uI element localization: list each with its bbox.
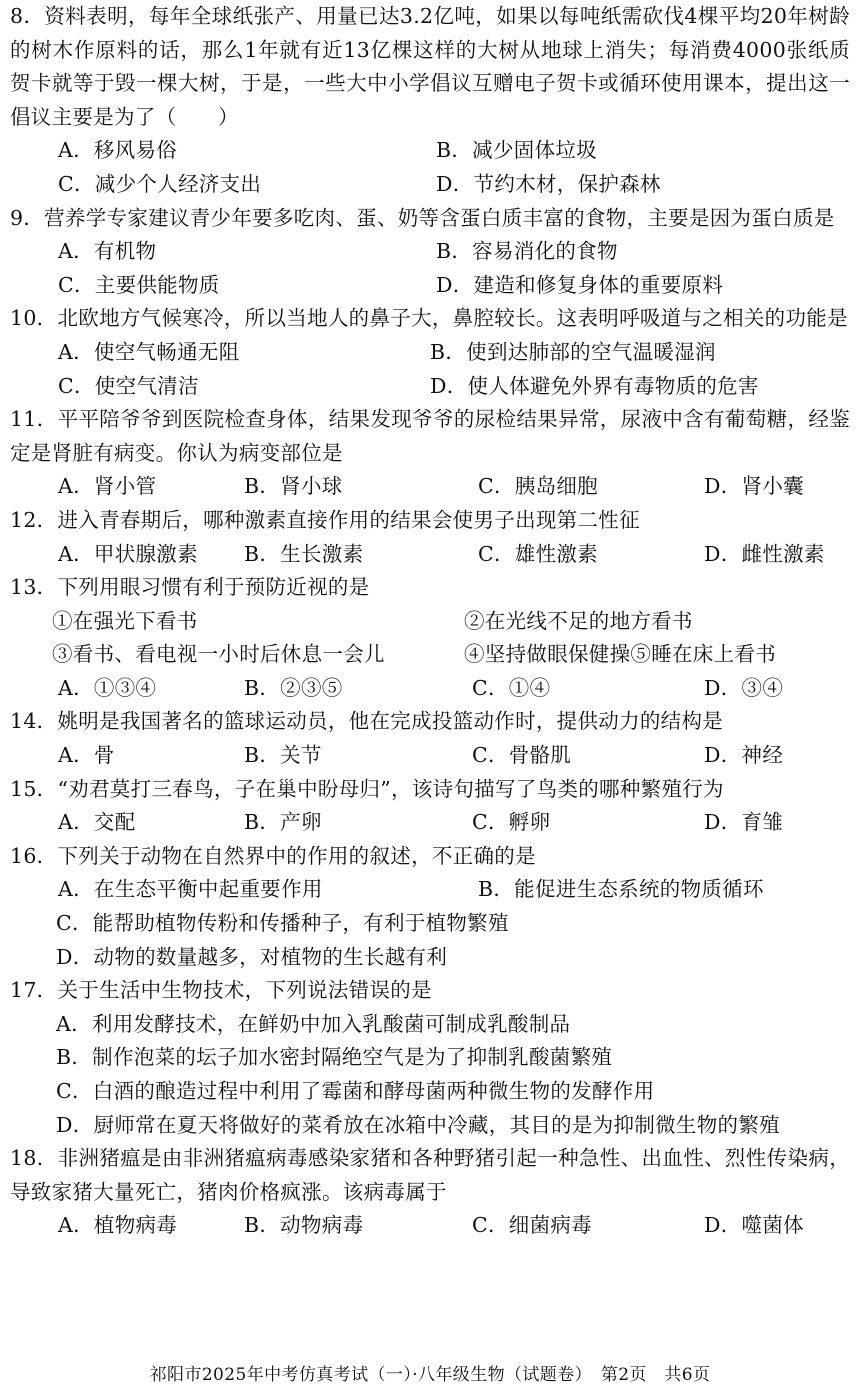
page-footer: 祁阳市2025年中考仿真考试（一）·八年级生物（试题卷） 第2页 共6页 xyxy=(149,1365,711,1385)
option-c[interactable]: C．减少个人经济支出 xyxy=(58,171,262,196)
option-c[interactable]: C．孵卵 xyxy=(472,810,551,835)
question-14 xyxy=(0,705,860,772)
option-a[interactable]: A．植物病毒 xyxy=(58,1213,178,1238)
option-b[interactable]: B．肾小球 xyxy=(244,474,343,499)
option-a[interactable]: A．有机物 xyxy=(58,239,157,264)
question-stem: 12．进入青春期后，哪种激素直接作用的结果会使男子出现第二性征 xyxy=(10,507,640,532)
option-d[interactable]: D．动物的数量越多，对植物的生长越有利 xyxy=(56,944,448,969)
option-b[interactable]: B．容易消化的食物 xyxy=(436,239,618,264)
statement-row xyxy=(0,605,860,639)
option-c[interactable]: C．胰岛细胞 xyxy=(478,474,598,499)
option-row xyxy=(0,873,860,907)
option-row xyxy=(0,235,860,269)
option-c[interactable]: C．雄性激素 xyxy=(478,541,598,566)
question-stem: 8．资料表明，每年全球纸张产、用量已达3.2亿吨，如果以每吨纸需砍伐4棵平均20年树龄的树木作原料的话，那么1年就有近13亿棵这样的大树从地球上消失；每消费4000张纸质贺卡就等于毁一棵大树，于是，一些大中小学倡议互赠电子贺卡或循环使用课本，提出这一倡议主要是为了（ ） xyxy=(10,4,850,129)
statement-item: ②在光线不足的地方看书 xyxy=(464,608,693,633)
option-d[interactable]: D．肾小囊 xyxy=(704,474,804,499)
option-row xyxy=(0,1209,860,1243)
option-a[interactable]: A．在生态平衡中起重要作用 xyxy=(58,877,323,902)
option-b[interactable]: B．制作泡菜的坛子加水密封隔绝空气是为了抑制乳酸菌繁殖 xyxy=(56,1045,613,1070)
option-row xyxy=(0,470,860,504)
option-d[interactable]: D．神经 xyxy=(704,743,784,768)
option-d[interactable]: D．使人体避免外界有毒物质的危害 xyxy=(430,373,759,398)
option-c[interactable]: C．①④ xyxy=(472,675,551,700)
question-10 xyxy=(0,302,860,403)
statement-item: ③看书、看电视一小时后休息一会儿 xyxy=(52,642,385,667)
statement-item: ④坚持做眼保健操⑤睡在床上看书 xyxy=(464,642,776,667)
option-b[interactable]: B．能促进生态系统的物质循环 xyxy=(478,877,764,902)
option-row xyxy=(0,672,860,706)
question-stem: 9．营养学专家建议青少年要多吃肉、蛋、奶等含蛋白质丰富的食物，主要是因为蛋白质是 xyxy=(10,205,835,230)
question-stem: 10．北欧地方气候寒冷，所以当地人的鼻子大，鼻腔较长。这表明呼吸道与之相关的功能是 xyxy=(10,306,848,331)
question-18 xyxy=(0,1142,860,1243)
option-c[interactable]: C．能帮助植物传粉和传播种子，有利于植物繁殖 xyxy=(56,911,509,936)
option-row xyxy=(0,336,860,370)
option-a[interactable]: A．①③④ xyxy=(58,675,157,700)
option-c[interactable]: C．主要供能物质 xyxy=(58,272,220,297)
option-row xyxy=(0,269,860,303)
option-row xyxy=(0,806,860,840)
option-row xyxy=(0,134,860,168)
question-stem: 18．非洲猪瘟是由非洲猪瘟病毒感染家猪和各种野猪引起一种急性、出血性、烈性传染病，导致家猪大量死亡，猪肉价格疯涨。该病毒属于 xyxy=(10,1146,850,1204)
option-d[interactable]: D．③④ xyxy=(704,675,784,700)
option-c[interactable]: C．细菌病毒 xyxy=(472,1213,592,1238)
option-d[interactable]: D．建造和修复身体的重要原料 xyxy=(436,272,724,297)
option-c[interactable]: C．使空气清洁 xyxy=(58,373,199,398)
question-8 xyxy=(0,0,860,202)
question-stem: 14．姚明是我国著名的篮球运动员，他在完成投篮动作时，提供动力的结构是 xyxy=(10,709,724,734)
question-13 xyxy=(0,571,860,705)
option-c[interactable]: C．白酒的酿造过程中利用了霉菌和酵母菌两种微生物的发酵作用 xyxy=(56,1079,655,1103)
option-b[interactable]: B．产卵 xyxy=(244,810,322,835)
question-stem: 17．关于生活中生物技术，下列说法错误的是 xyxy=(10,978,432,1003)
option-a[interactable]: A．利用发酵技术，在鲜奶中加入乳酸菌可制成乳酸制品 xyxy=(56,1011,571,1036)
option-b[interactable]: B．减少固体垃圾 xyxy=(436,138,597,163)
option-d[interactable]: D．厨师常在夏天将做好的菜肴放在冰箱中冷藏，其目的是为抑制微生物的繁殖 xyxy=(56,1112,780,1137)
statement-item: ①在强光下看书 xyxy=(52,608,198,633)
option-a[interactable]: A．肾小管 xyxy=(58,474,157,499)
option-b[interactable]: B．②③⑤ xyxy=(244,675,343,700)
option-row xyxy=(0,370,860,404)
option-a[interactable]: A．甲状腺激素 xyxy=(58,541,198,566)
option-d[interactable]: D．节约木材，保护森林 xyxy=(436,171,661,196)
question-17 xyxy=(0,974,860,1142)
question-9 xyxy=(0,202,860,303)
option-d[interactable]: D．雌性激素 xyxy=(704,541,825,566)
question-stem: 13．下列用眼习惯有利于预防近视的是 xyxy=(10,575,370,600)
option-b[interactable]: B．关节 xyxy=(244,743,322,768)
question-15 xyxy=(0,773,860,840)
option-a[interactable]: A．移风易俗 xyxy=(58,138,178,163)
option-b[interactable]: B．动物病毒 xyxy=(244,1213,364,1238)
statement-row xyxy=(0,638,860,672)
option-row xyxy=(0,739,860,773)
question-stem: 16．下列关于动物在自然界中的作用的叙述，不正确的是 xyxy=(10,843,536,868)
option-a[interactable]: A．交配 xyxy=(58,810,136,835)
option-c[interactable]: C．骨骼肌 xyxy=(472,743,572,768)
question-stem: 15．“劝君莫打三春鸟，子在巢中盼母归”，该诗句描写了鸟类的哪种繁殖行为 xyxy=(10,776,724,801)
option-d[interactable]: D．育雏 xyxy=(704,810,784,835)
question-11 xyxy=(0,403,860,504)
option-row xyxy=(0,538,860,572)
option-b[interactable]: B．使到达肺部的空气温暖湿润 xyxy=(430,339,716,364)
option-a[interactable]: A．骨 xyxy=(58,743,115,768)
question-stem: 11．平平陪爷爷到医院检查身体，结果发现爷爷的尿检结果异常，尿液中含有葡萄糖，经鉴定是肾脏有病变。你认为病变部位是 xyxy=(10,407,850,465)
option-b[interactable]: B．生长激素 xyxy=(244,541,364,566)
question-16 xyxy=(0,840,860,974)
option-d[interactable]: D．噬菌体 xyxy=(704,1213,804,1238)
option-a[interactable]: A．使空气畅通无阻 xyxy=(58,339,240,364)
question-12 xyxy=(0,504,860,571)
option-row xyxy=(0,168,860,202)
